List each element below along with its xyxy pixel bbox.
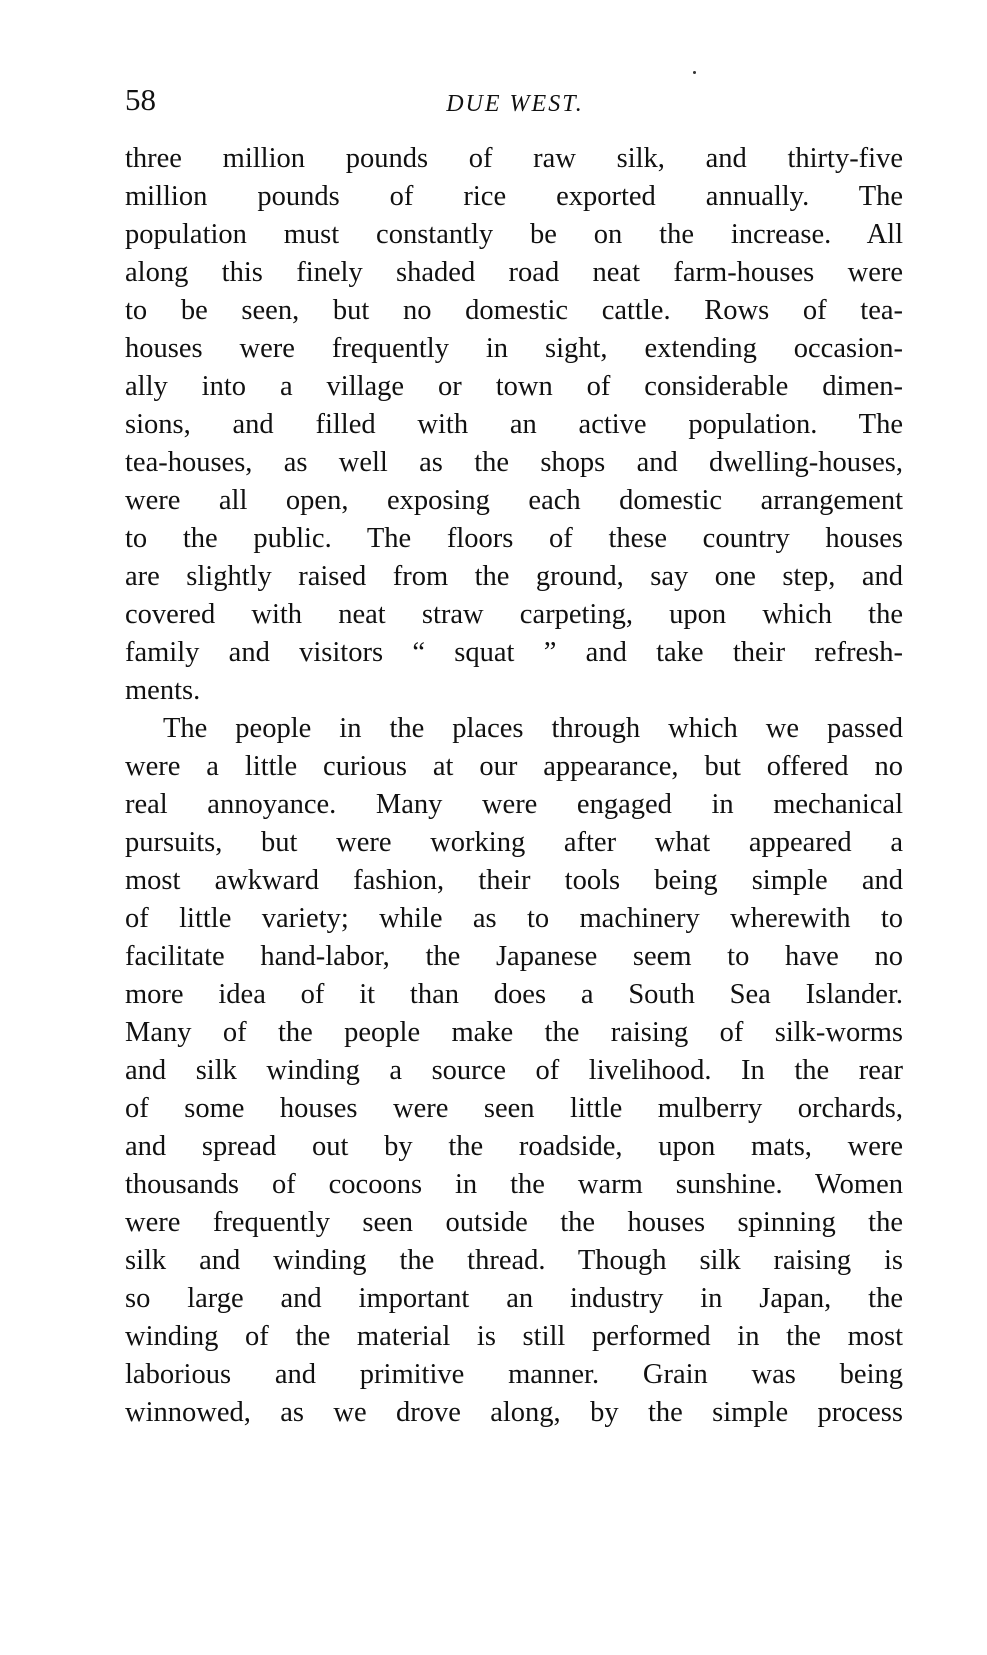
text-line: tea-houses, as well as the shops and dwelling-houses, [125,447,903,478]
text-line: pursuits, but were working after what appeared a [125,827,903,858]
text-line: million pounds of rice exported annually. The [125,181,903,212]
text-line: winnowed, as we drove along, by the simple process [125,1397,903,1428]
paragraph-1 [125,140,903,710]
text-line: three million pounds of raw silk, and thirty-five [125,143,903,174]
text-line: family and visitors “ squat ” and take their refresh- [125,637,903,668]
text-line: and spread out by the roadside, upon mats, were [125,1131,903,1162]
text-line: covered with neat straw carpeting, upon which the [125,599,903,630]
text-line: more idea of it than does a South Sea Islander. [125,979,903,1010]
text-line: houses were frequently in sight, extending occasion- [125,333,903,364]
text-line: were all open, exposing each domestic arrangement [125,485,903,516]
page-header [125,80,905,130]
text-line: real annoyance. Many were engaged in mechanical [125,789,903,820]
text-line: sions, and filled with an active population. The [125,409,903,440]
text-line: ments. [125,675,201,706]
text-line: The people in the places through which we passed [163,713,903,744]
text-line: winding of the material is still performed in the most [125,1321,903,1352]
text-line: ally into a village or town of considerable dimen- [125,371,903,402]
paragraph-2 [125,710,903,1432]
text-line: to be seen, but no domestic cattle. Rows of tea- [125,295,903,326]
text-line: population must constantly be on the increase. All [125,219,903,250]
text-line: were frequently seen outside the houses spinning the [125,1207,903,1238]
text-line: facilitate hand-labor, the Japanese seem to have no [125,941,903,972]
text-line: of some houses were seen little mulberry orchards, [125,1093,903,1124]
text-line: silk and winding the thread. Though silk raising is [125,1245,903,1276]
text-line: are slightly raised from the ground, say one step, and [125,561,903,592]
text-line: of little variety; while as to machinery wherewith to [125,903,903,934]
body-text [125,140,903,1432]
print-speck [693,71,696,74]
text-line: thousands of cocoons in the warm sunshine. Women [125,1169,903,1200]
text-line: and silk winding a source of livelihood. In the rear [125,1055,903,1086]
text-line: most awkward fashion, their tools being simple and [125,865,903,896]
text-line: so large and important an industry in Japan, the [125,1283,903,1314]
text-line: to the public. The floors of these country houses [125,523,903,554]
page-number: 58 [125,82,156,117]
text-line: Many of the people make the raising of silk-worms [125,1017,903,1048]
running-title: DUE WEST. [446,91,584,117]
text-line: were a little curious at our appearance, but offered no [125,751,903,782]
text-line: along this finely shaded road neat farm-houses were [125,257,903,288]
text-line: laborious and primitive manner. Grain was being [125,1359,903,1390]
